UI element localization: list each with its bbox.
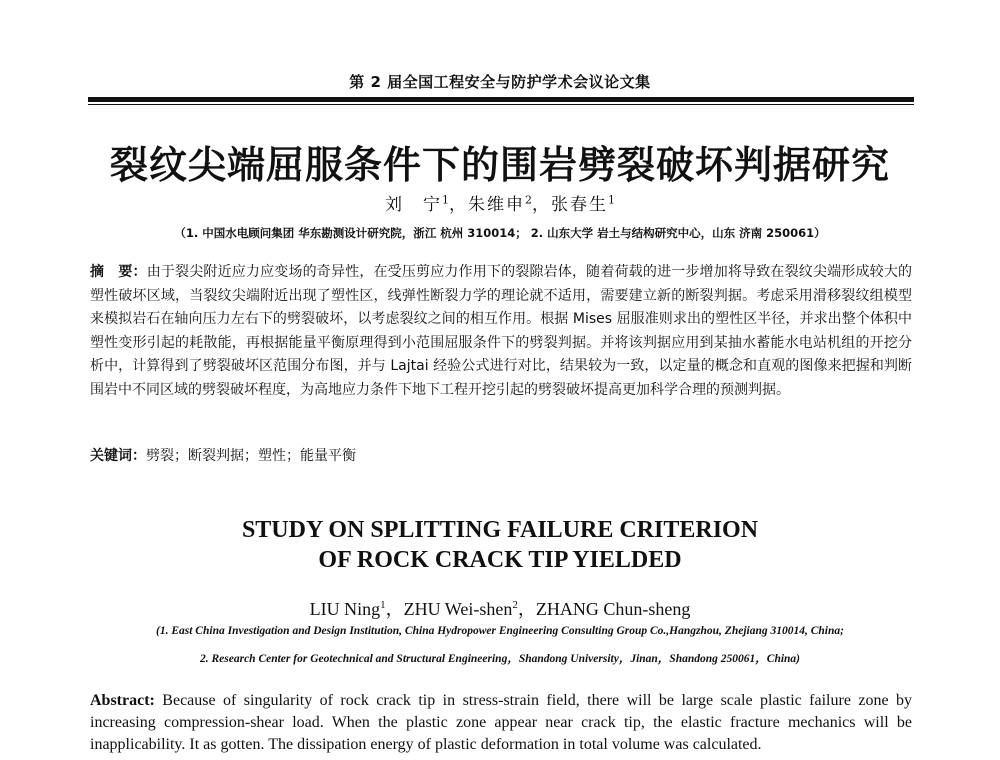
en-authors [0,595,1000,621]
en-affiliation-1: (1. East China Investigation and Design Institution, China Hydropower Engineering Consulting Group Co.,Hangzhou, Zhejiang 310014, China; [156,625,844,637]
en-abstract-text: Because of singularity of rock crack tip in stress-strain field, there will be large scale plastic failure zone by increasing compression-shear load. When the plastic zone appear near crack tip, the elastic fracture mechanics will be inapplicability. It as gotten. The dissipation energy of plastic deformation in total volume was calculated. [90,692,912,753]
cn-keywords-text: 劈裂；断裂判据；塑性；能量平衡 [146,448,356,464]
en-author-sep: ， [517,599,536,619]
cn-authors [0,190,1000,215]
cn-author-name: 张春生 [551,195,608,215]
cn-abstract-text: 由于裂尖附近应力应变场的奇异性，在受压剪应力作用下的裂隙岩体，随着荷载的进一步增加将导致在裂纹尖端形成较大的塑性破坏区域，当裂纹尖端附近出现了塑性区，线弹性断裂力学的理论就不适用，需要建立新的断裂判据。考虑采用滑移裂纹组模型来模拟岩石在轴向压力左右下的劈裂破坏，以考虑裂纹之间的相互作用。根据 Mises 屈服准则求出的塑性区半径，并求出整个体积中塑性变形引起的耗散能，再根据能量平衡原理得到小范围屈服条件下的劈裂判据。并将该判据应用到某抽水蓄能水电站机组的开挖分析中，计算得到了劈裂破坏区范围分布图，并与 Lajtai 经验公式进行对比，结果较为一致，以定量的概念和直观的图像来把握和判断围岩中不同区域的劈裂破坏程度，为高地应力条件下地下工程开挖引起的劈裂破坏提高更加科学合理的预测判据。 [90,264,912,398]
en-abstract [90,690,912,756]
en-author-name: ZHANG Chun-sheng [535,599,691,619]
en-affiliation-2: 2. Research Center for Geotechnical and Structural Engineering，Shandong University，Jinan，Shandong 250061，China) [199,653,801,665]
cn-author-sep: ， [449,195,468,215]
en-author-sup: 1 [380,599,386,611]
running-head: 第 2 届全国工程安全与防护学术会议论文集 [349,73,651,91]
cn-author-sep: ， [532,195,551,215]
cn-author-name: 朱维申 [468,195,525,215]
cn-abstract [90,261,912,402]
en-author-sep: ， [385,599,404,619]
cn-author-sup: 1 [608,193,615,207]
cn-abstract-label: 摘 要： [90,264,147,280]
cn-title: 裂纹尖端屈服条件下的围岩劈裂破坏判据研究 [109,143,890,187]
en-author-name: ZHU Wei-shen [403,599,513,619]
cn-author-sup: 1 [442,193,449,207]
header-rule-thick [88,97,914,102]
en-author-sup: 2 [512,599,518,611]
cn-keywords-label: 关键词： [90,448,146,464]
en-title [0,515,1000,575]
cn-affiliations: （1. 中国水电顾问集团 华东勘测设计研究院，浙江 杭州 310014； 2. 山东大学 岩土与结构研究中心，山东 济南 250061） [174,226,826,240]
en-title-line: OF ROCK CRACK TIP YIELDED [318,547,682,573]
en-title-line: STUDY ON SPLITTING FAILURE CRITERION [241,517,759,543]
en-abstract-label: Abstract: [90,692,155,709]
cn-keywords [90,445,912,467]
cn-author-sup: 2 [525,193,532,207]
header-rule-thin [88,104,914,105]
cn-author-name: 刘 宁 [385,195,442,215]
en-author-name: LIU Ning [309,599,381,619]
